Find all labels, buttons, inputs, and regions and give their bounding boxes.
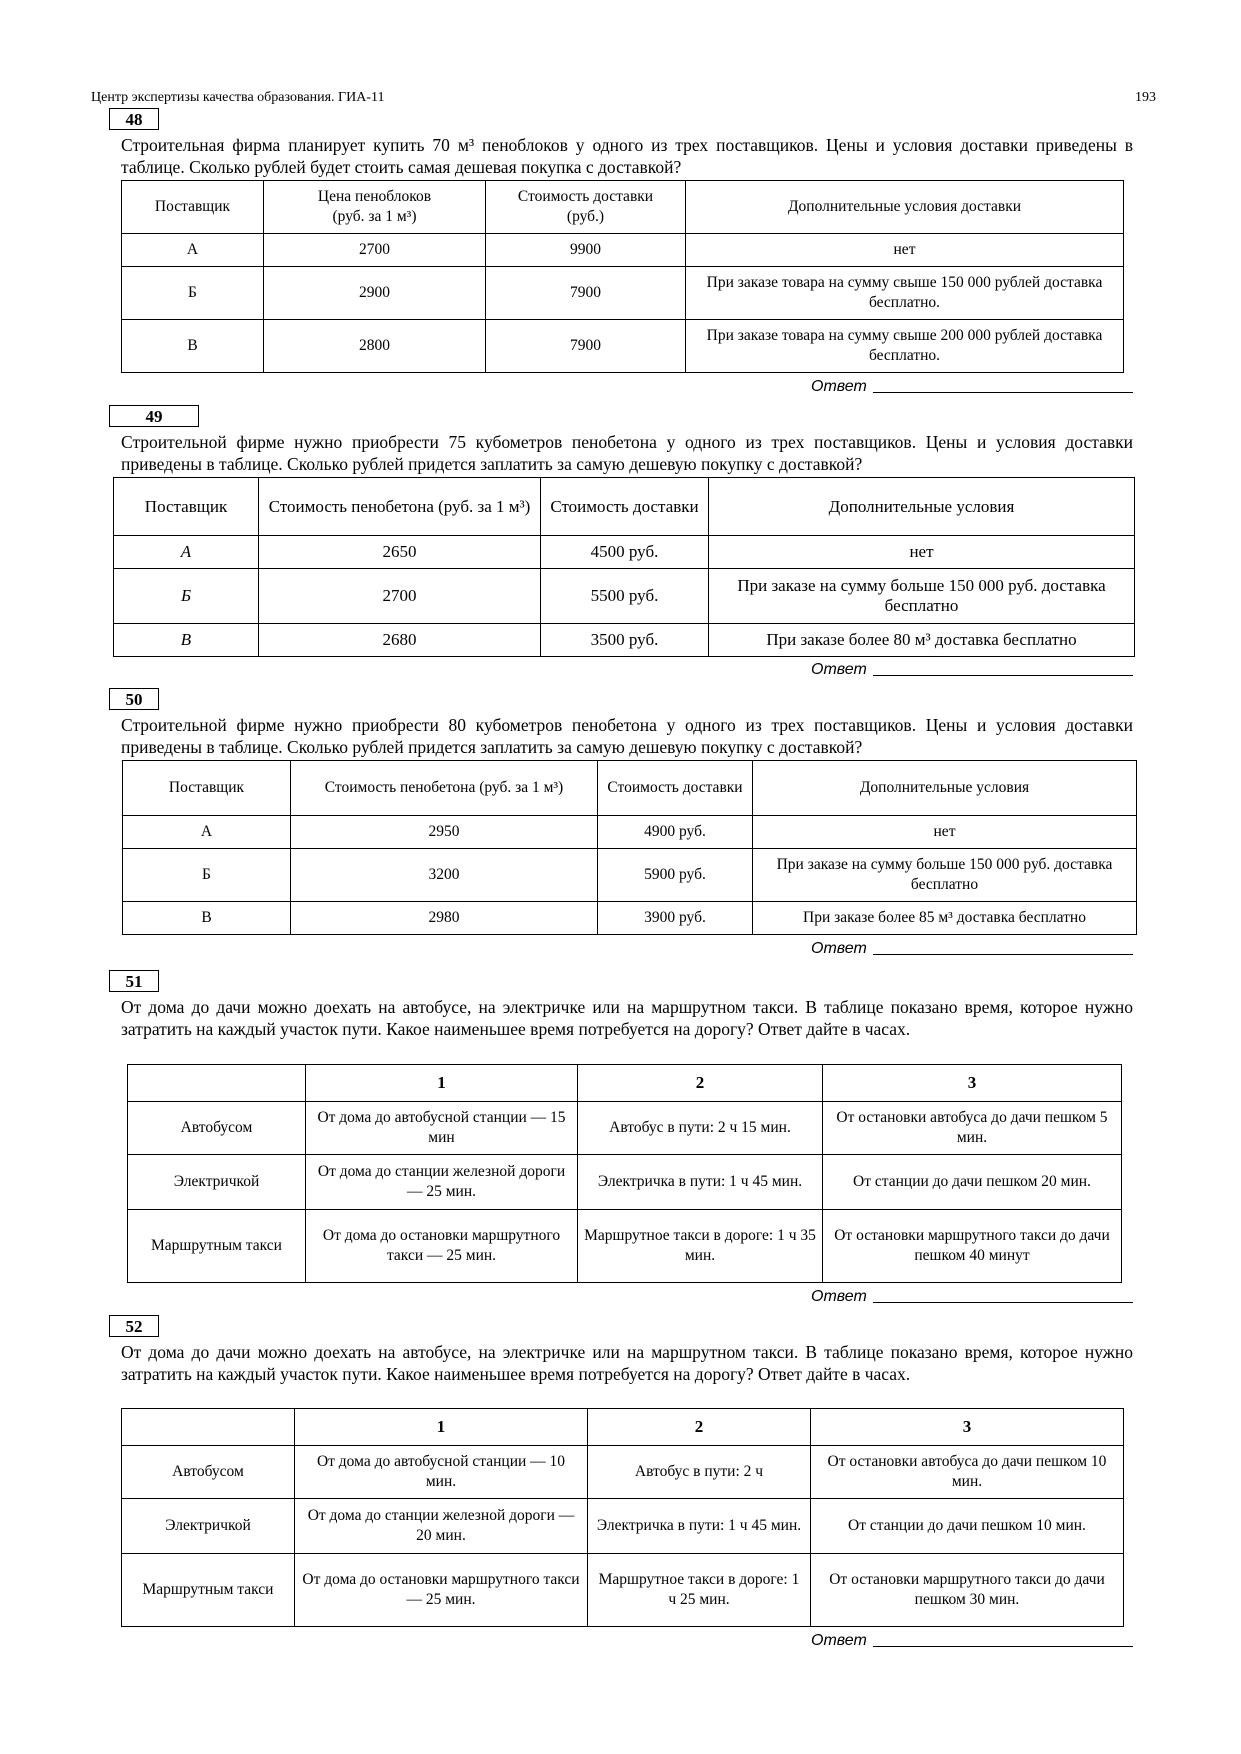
table-cell: Электричкой — [128, 1155, 306, 1210]
table-row — [122, 1446, 1124, 1499]
header-cell: Стоимость доставки (руб.) — [486, 181, 686, 234]
header-cell: 1 — [295, 1409, 588, 1446]
table-cell: 3500 руб. — [541, 624, 709, 657]
table-row — [128, 1210, 1122, 1283]
table-header-row — [122, 1409, 1124, 1446]
answer-line — [873, 1302, 1133, 1303]
table-row — [122, 320, 1124, 373]
table-cell: нет — [753, 816, 1137, 849]
table-cell: От дома до автобусной станции — 10 мин. — [295, 1446, 588, 1499]
table-cell: От дома до станции железной дороги — 25 мин. — [306, 1155, 578, 1210]
header-cell: Стоимость пенобетона (руб. за 1 м³) — [291, 761, 598, 816]
table-cell: Электричка в пути: 1 ч 45 мин. — [578, 1155, 823, 1210]
problem-number-48: 48 — [109, 108, 159, 130]
page-header-title: Центр экспертизы качества образования. ГИА-11 — [91, 90, 385, 105]
table-row — [123, 849, 1137, 902]
table-header-row — [123, 761, 1137, 816]
table-cell: нет — [686, 234, 1124, 267]
header-cell: Поставщик — [123, 761, 291, 816]
table-cell: От остановки автобуса до дачи пешком 10 мин. — [811, 1446, 1124, 1499]
table-cell: 2700 — [264, 234, 486, 267]
page-number: 193 — [1135, 90, 1156, 105]
header-cell: Поставщик — [122, 181, 264, 234]
answer-field-50[interactable] — [811, 938, 1133, 958]
table-cell: От остановки автобуса до дачи пешком 5 мин. — [823, 1102, 1122, 1155]
header-cell: 2 — [588, 1409, 811, 1446]
table-row — [128, 1102, 1122, 1155]
header-cell: Дополнительные условия — [753, 761, 1137, 816]
table-cell: При заказе товара на сумму свыше 200 000 рублей доставка бесплатно. — [686, 320, 1124, 373]
answer-field-49[interactable] — [811, 659, 1133, 679]
header-cell: Стоимость пенобетона (руб. за 1 м³) — [259, 478, 541, 536]
header-cell — [122, 1409, 295, 1446]
table-cell: Электричка в пути: 1 ч 45 мин. — [588, 1499, 811, 1554]
table-cell: В — [123, 902, 291, 935]
problem-text-51: От дома до дачи можно доехать на автобусе, на электричке или на маршрутном такси. В таблице показано время, которое нужно затратить на каждый участок пути. Какое наименьшее время потребуется на дорогу? Ответ дайте в часах. — [121, 997, 1133, 1039]
header-cell: 3 — [823, 1065, 1122, 1102]
problem-text-52: От дома до дачи можно доехать на автобусе, на электричке или на маршрутном такси. В таблице показано время, которое нужно затратить на каждый участок пути. Какое наименьшее время потребуется на дорогу? Ответ дайте в часах. — [121, 1342, 1133, 1384]
answer-field-51[interactable] — [811, 1286, 1133, 1306]
table-49 — [113, 477, 1135, 657]
table-row — [122, 267, 1124, 320]
table-row — [123, 816, 1137, 849]
table-cell: Б — [123, 849, 291, 902]
table-cell: Электричкой — [122, 1499, 295, 1554]
table-cell: От станции до дачи пешком 20 мин. — [823, 1155, 1122, 1210]
answer-line — [873, 954, 1133, 955]
table-cell: 2900 — [264, 267, 486, 320]
problem-text-50: Строительной фирме нужно приобрести 80 кубометров пенобетона у одного из трех поставщиков. Цены и условия доставки приведены в таблице. Сколько рублей придется заплатить за самую дешевую покупку с доставкой? — [121, 715, 1133, 757]
table-row — [122, 234, 1124, 267]
header-cell — [128, 1065, 306, 1102]
answer-label: Ответ — [811, 1632, 867, 1649]
table-52 — [121, 1408, 1124, 1627]
table-row — [122, 1499, 1124, 1554]
header-cell: Поставщик — [114, 478, 259, 536]
table-row — [114, 624, 1135, 657]
table-cell: А — [114, 536, 259, 569]
table-cell: Маршрутное такси в дороге: 1 ч 25 мин. — [588, 1554, 811, 1627]
table-cell: В — [114, 624, 259, 657]
table-cell: Б — [122, 267, 264, 320]
table-cell: При заказе на сумму больше 150 000 руб. доставка бесплатно — [709, 569, 1135, 624]
table-cell: 2680 — [259, 624, 541, 657]
table-cell: А — [122, 234, 264, 267]
table-cell: При заказе более 85 м³ доставка бесплатно — [753, 902, 1137, 935]
table-cell: 4500 руб. — [541, 536, 709, 569]
table-cell: При заказе товара на сумму свыше 150 000 рублей доставка бесплатно. — [686, 267, 1124, 320]
table-row — [114, 536, 1135, 569]
table-row — [114, 569, 1135, 624]
table-cell: А — [123, 816, 291, 849]
table-row — [123, 902, 1137, 935]
table-cell: Маршрутным такси — [122, 1554, 295, 1627]
table-48 — [121, 180, 1124, 373]
answer-field-52[interactable] — [811, 1630, 1133, 1650]
header-cell: Цена пеноблоков (руб. за 1 м³) — [264, 181, 486, 234]
table-50 — [122, 760, 1137, 935]
header-cell: Дополнительные условия доставки — [686, 181, 1124, 234]
table-cell: нет — [709, 536, 1135, 569]
table-cell: 2980 — [291, 902, 598, 935]
header-cell: 2 — [578, 1065, 823, 1102]
table-cell: 2700 — [259, 569, 541, 624]
table-row — [122, 1554, 1124, 1627]
header-cell: Стоимость доставки — [541, 478, 709, 536]
problem-number-51: 51 — [109, 970, 159, 992]
answer-line — [873, 392, 1133, 393]
table-cell: Автобус в пути: 2 ч 15 мин. — [578, 1102, 823, 1155]
table-cell: 7900 — [486, 267, 686, 320]
header-cell: 1 — [306, 1065, 578, 1102]
table-cell: 4900 руб. — [598, 816, 753, 849]
table-cell: От остановки маршрутного такси до дачи пешком 30 мин. — [811, 1554, 1124, 1627]
problem-number-52: 52 — [109, 1315, 159, 1337]
table-header-row — [114, 478, 1135, 536]
table-cell: От дома до станции железной дороги — 20 мин. — [295, 1499, 588, 1554]
table-cell: От дома до остановки маршрутного такси — 25 мин. — [306, 1210, 578, 1283]
problem-text-49: Строительной фирме нужно приобрести 75 кубометров пенобетона у одного из трех поставщиков. Цены и условия доставки приведены в таблице. Сколько рублей придется заплатить за самую дешевую покупку с доставкой? — [121, 432, 1133, 474]
problem-number-50: 50 — [109, 688, 159, 710]
table-cell: 2800 — [264, 320, 486, 373]
problem-text-48: Строительная фирма планирует купить 70 м³ пеноблоков у одного из трех поставщиков. Цены и условия доставки приведены в таблице. Сколько рублей будет стоить самая дешевая покупка с доставкой? — [121, 135, 1133, 177]
answer-line — [873, 675, 1133, 676]
answer-label: Ответ — [811, 661, 867, 678]
header-cell: Дополнительные условия — [709, 478, 1135, 536]
table-cell: Б — [114, 569, 259, 624]
table-51 — [127, 1064, 1122, 1283]
table-cell: Автобусом — [128, 1102, 306, 1155]
answer-label: Ответ — [811, 378, 867, 395]
table-cell: От остановки маршрутного такси до дачи пешком 40 минут — [823, 1210, 1122, 1283]
answer-field-48[interactable] — [811, 376, 1133, 396]
table-cell: От дома до остановки маршрутного такси — 25 мин. — [295, 1554, 588, 1627]
table-header-row — [128, 1065, 1122, 1102]
table-cell: Маршрутное такси в дороге: 1 ч 35 мин. — [578, 1210, 823, 1283]
header-cell: Стоимость доставки — [598, 761, 753, 816]
table-cell: 5500 руб. — [541, 569, 709, 624]
table-cell: От станции до дачи пешком 10 мин. — [811, 1499, 1124, 1554]
answer-label: Ответ — [811, 940, 867, 957]
table-cell: В — [122, 320, 264, 373]
table-cell: 3900 руб. — [598, 902, 753, 935]
table-cell: Автобус в пути: 2 ч — [588, 1446, 811, 1499]
table-cell: 7900 — [486, 320, 686, 373]
answer-label: Ответ — [811, 1288, 867, 1305]
table-cell: При заказе более 80 м³ доставка бесплатно — [709, 624, 1135, 657]
table-cell: 9900 — [486, 234, 686, 267]
table-cell: Маршрутным такси — [128, 1210, 306, 1283]
table-cell: Автобусом — [122, 1446, 295, 1499]
table-header-row — [122, 181, 1124, 234]
answer-line — [873, 1646, 1133, 1647]
table-cell: 5900 руб. — [598, 849, 753, 902]
table-cell: От дома до автобусной станции — 15 мин — [306, 1102, 578, 1155]
problem-number-49: 49 — [109, 405, 199, 427]
table-cell: 2650 — [259, 536, 541, 569]
table-cell: 2950 — [291, 816, 598, 849]
table-row — [128, 1155, 1122, 1210]
header-cell: 3 — [811, 1409, 1124, 1446]
table-cell: При заказе на сумму больше 150 000 руб. доставка бесплатно — [753, 849, 1137, 902]
table-cell: 3200 — [291, 849, 598, 902]
